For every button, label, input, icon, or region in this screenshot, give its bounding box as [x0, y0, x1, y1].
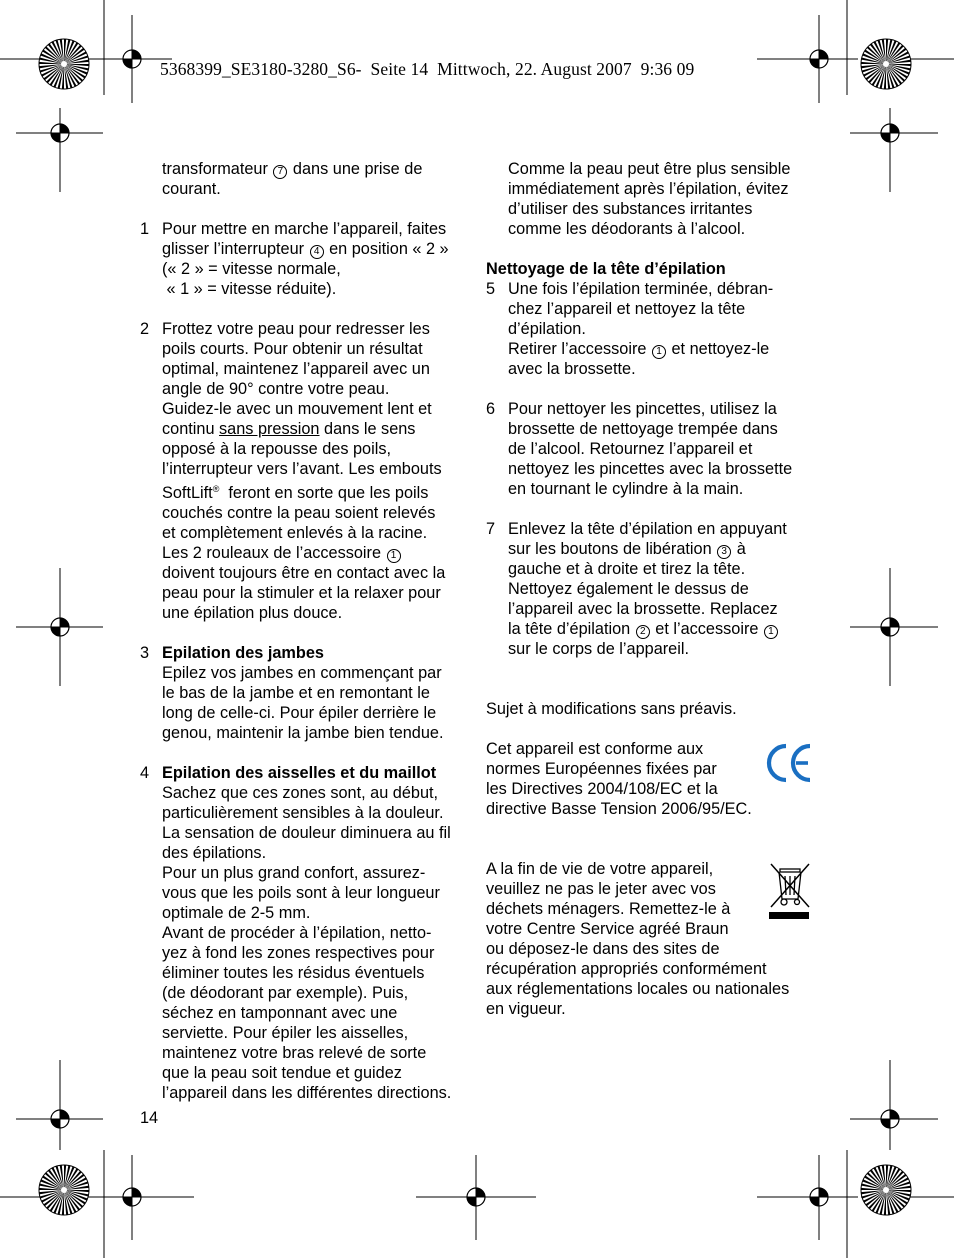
- part-number-7-icon: 7: [273, 165, 287, 179]
- part-number-2-icon: 2: [636, 625, 650, 639]
- step-7: 7 Enlevez la tête d’épilation en appuyant sur les boutons de libération 3 à gauche et à droite et tirez la tête. Nettoyez également le dessus de l’appareil avec la brossette. Replacez la tête d’épilation 2 et l’accessoire 1 sur le corps de l’appareil.: [486, 520, 787, 658]
- step-3: 3 Epilation des jambes Epilez vos jambes en commençant par le bas de la jambe et en remontant le long de celle-ci. Pour épiler derrière le genou, maintenir la jambe bien tendue.: [140, 643, 470, 743]
- modification-notice: Sujet à modifications sans préavis.: [486, 700, 737, 718]
- step-4-continuation: Comme la peau peut être plus sensible immédiatement après l’épilation, évitez d’utiliser des substances irritantes comme les déodorants à l’alcool.: [508, 160, 791, 238]
- weee-crossed-bin-icon: [768, 861, 812, 925]
- cleaning-section-heading: Nettoyage de la tête d’épilation: [486, 260, 726, 278]
- part-number-1-icon: 1: [652, 345, 666, 359]
- part-number-4-icon: 4: [310, 245, 324, 259]
- print-slug-header: 5368399_SE3180-3280_S6- Seite 14 Mittwoch, 22. August 2007 9:36 09: [160, 59, 695, 79]
- star-target: [39, 1165, 89, 1215]
- step-2: 2 Frottez votre peau pour redresser les poils courts. Pour obtenir un résultat optimal, maintenez l’appareil avec un angle de 90° contre votre peau. Guidez-le avec un mouvement lent et continu sans pression dans le sens opposé à la repousse des poils, l’interrupteur vers l’avant. Les embouts SoftLift® feront en sorte que les poils couchés contre la peau soient relevés et complètement enlevés à la racine. Les 2 rouleaux de l’accessoire 1 doivent toujours être en contact avec la peau pour la stimuler et la relaxer pour une épilation plus douce.: [140, 320, 446, 622]
- step-3-heading: Epilation des jambes: [162, 644, 324, 662]
- conformity-statement: Cet appareil est conforme aux normes Européennes fixées par les Directives 2004/108/EC et la directive Basse Tension 2006/95/EC.: [486, 740, 752, 818]
- left-column: [140, 159, 470, 1103]
- intro-continuation: transformateur 7 dans une prise de courant.: [162, 160, 423, 198]
- part-number-1-icon: 1: [764, 625, 778, 639]
- step-5: 5 Une fois l’épilation terminée, débran- chez l’appareil et nettoyez la tête d’épilation. Retirer l’accessoire 1 et nettoyez-le avec la brossette.: [486, 280, 774, 378]
- disposal-statement: A la fin de vie de votre appareil, veuillez ne pas le jeter avec vos déchets ménagers. Remettez-le à votre Centre Service agréé Braun ou déposez-le dans des sites de récupération appropriés conformément aux réglementations locales ou nationales en vigueur.: [486, 860, 790, 1018]
- star-target: [39, 39, 89, 89]
- ce-mark-icon: [766, 742, 814, 784]
- star-target: [861, 39, 911, 89]
- part-number-3-icon: 3: [717, 545, 731, 559]
- page-number: 14: [140, 1109, 159, 1127]
- underlined-emphasis: sans pression: [219, 420, 320, 438]
- part-number-1-icon: 1: [387, 549, 401, 563]
- step-1: 1 Pour mettre en marche l’appareil, faites glisser l’interrupteur 4 en position « 2 » (« 2 » = vitesse normale, « 1 » = vitesse réduite).: [140, 220, 449, 298]
- star-target: [861, 1165, 911, 1215]
- step-4-heading: Epilation des aisselles et du maillot: [162, 764, 437, 782]
- step-6: 6 Pour nettoyer les pincettes, utilisez la brossette de nettoyage trempée dans de l’alcool. Retournez l’appareil et nettoyez les pincettes avec la brossette en tournant le cylindre à la main.: [486, 400, 793, 498]
- step-4: 4 Epilation des aisselles et du maillot Sachez que ces zones sont, au début, particulièrement sensibles à la douleur. La sensation de douleur diminuera au fil des épilations. Pour un plus grand confort, assurez- vous que les poils sont à leur longueur optimale de 2-5 mm. Avant de procéder à l’épilation, netto- yez à fond les zones respectives pour éliminer toutes les résidus éventuels (de déodorant par exemple). Puis, séchez en tamponnant avec une serviette. Pour épiler les aisselles, maintenez votre bras relevé de sorte que la peau soit tendue et guidez l’appareil dans les différentes directions.: [140, 763, 470, 1103]
- right-column: [486, 159, 814, 1019]
